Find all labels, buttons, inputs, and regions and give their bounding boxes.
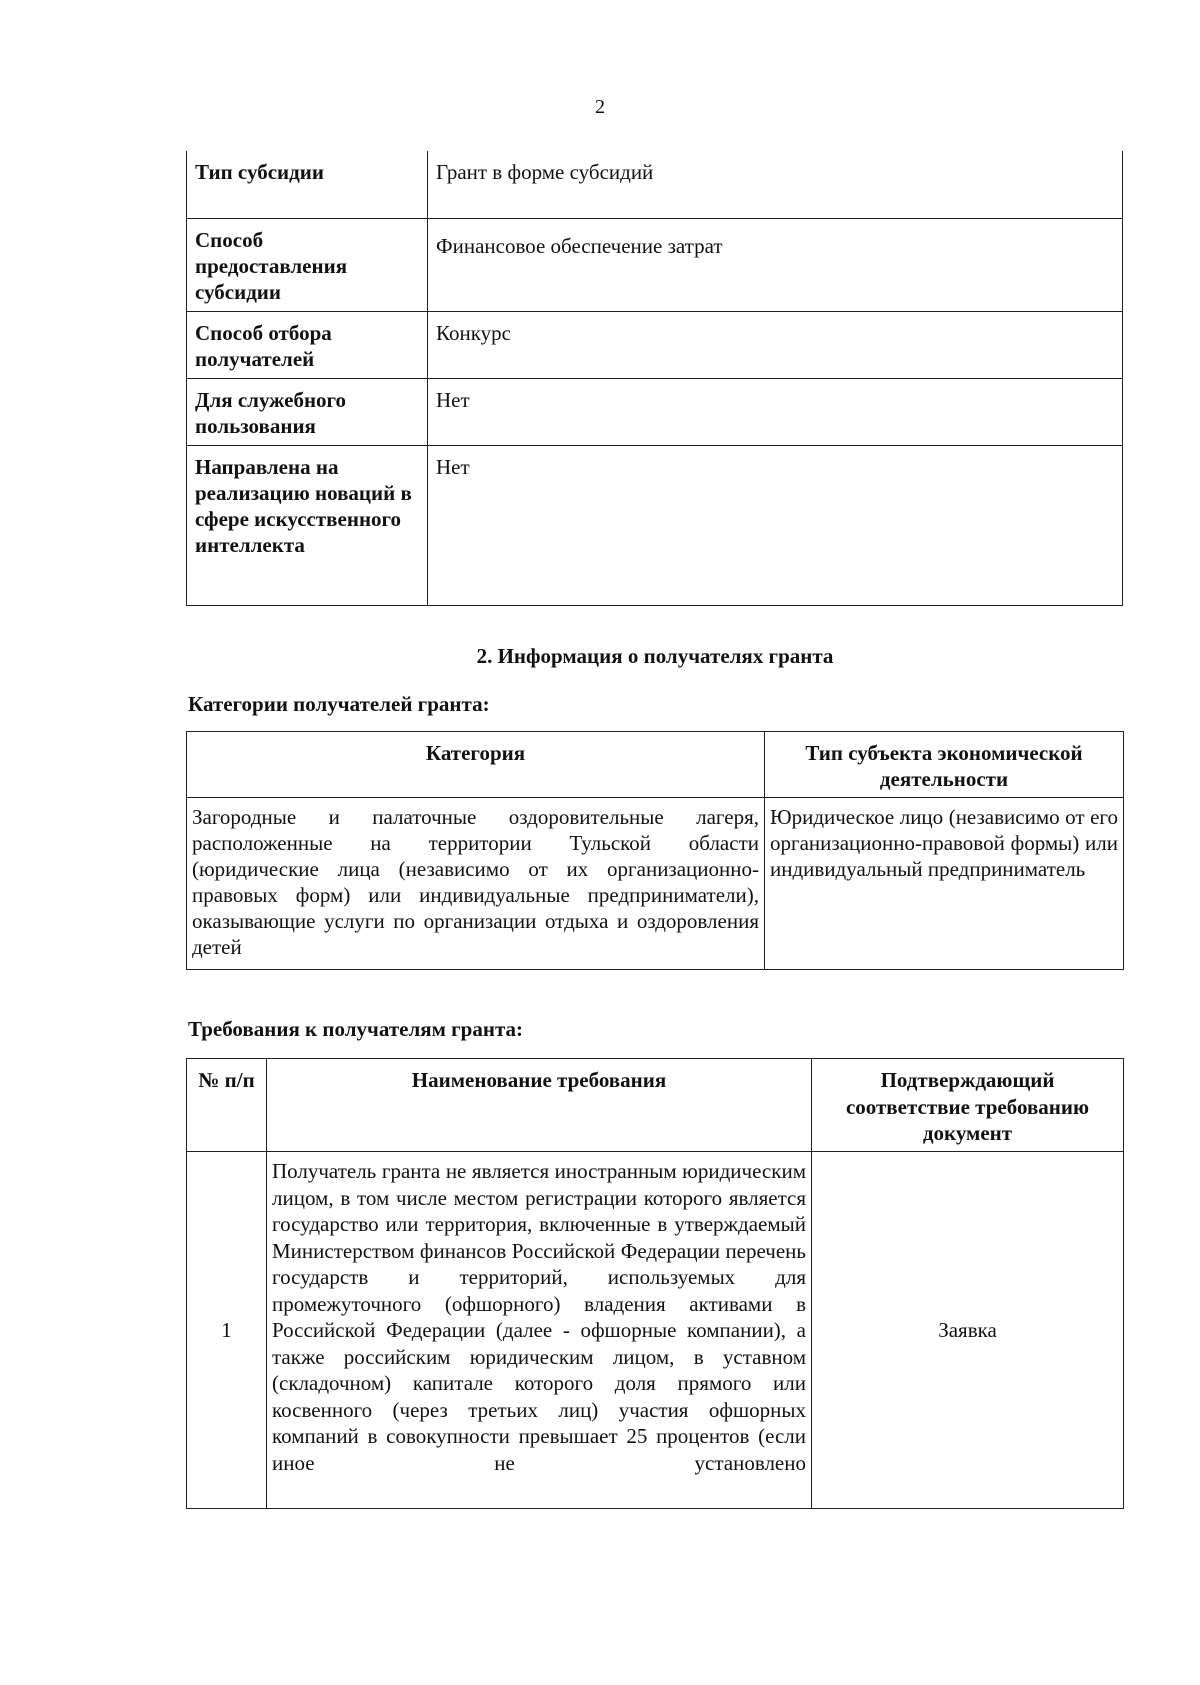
table-row xyxy=(187,151,1123,218)
column-header: Наименование требования xyxy=(267,1059,812,1152)
section-heading: 2. Информация о получателях гранта xyxy=(476,644,834,668)
subsidy-type-label: Тип субсидии xyxy=(187,151,428,218)
provision-method-value: Финансовое обеспечение затрат xyxy=(428,218,1123,311)
selection-method-label: Способ отбора получателей xyxy=(187,311,428,378)
table-row xyxy=(187,445,1123,605)
table-row xyxy=(187,798,1124,970)
provision-method-label: Способ предоставления субсидии xyxy=(187,218,428,311)
ai-innovation-label: Направлена на реализацию новаций в сфере искусственного интеллекта xyxy=(187,445,428,605)
category-cell: Загородные и палаточные оздоровительные лагеря, расположенные на территории Тульской области (юридические лица (независимо от их организационно-правовых форм) или индивидуальные предприниматели), оказывающие услуги по организации отдыха и оздоровления детей xyxy=(187,798,765,970)
table-row xyxy=(187,218,1123,311)
selection-method-value: Конкурс xyxy=(428,311,1123,378)
document-cell: Заявка xyxy=(812,1152,1124,1509)
table-header-row xyxy=(187,1059,1124,1152)
requirements-table xyxy=(186,1058,1124,1509)
table-row xyxy=(187,1152,1124,1509)
table-row xyxy=(187,378,1123,445)
row-number-cell: 1 xyxy=(187,1152,267,1509)
official-use-value: Нет xyxy=(428,378,1123,445)
column-header: Категория xyxy=(187,732,765,798)
subsidy-type-value: Грант в форме субсидий xyxy=(428,151,1123,218)
column-header: № п/п xyxy=(187,1059,267,1152)
table-row xyxy=(187,311,1123,378)
official-use-label: Для служебного пользования xyxy=(187,378,428,445)
page-number: 2 xyxy=(595,96,605,118)
requirements-heading: Требования к получателям гранта: xyxy=(188,1017,524,1041)
categories-table xyxy=(186,731,1124,970)
requirement-text-cell: Получатель гранта не является иностранным юридическим лицом, в том числе местом регистрации которого является государство или территория, включенные в утверждаемый Министерством финансов Российской Федерации перечень государств и территорий, используемых для промежуточного (офшорного) владения активами в Российской Федерации (далее - офшорные компании), а также российским юридическим лицом, в уставном (складочном) капитале которого доля прямого или косвенного (через третьих лиц) участия офшорных компаний в совокупности превышает 25 процентов (если иное не установлено xyxy=(267,1152,812,1509)
column-header: Подтверждающий соответствие требованию документ xyxy=(812,1059,1124,1152)
table-header-row xyxy=(187,732,1124,798)
entity-type-cell: Юридическое лицо (независимо от его организационно-правовой формы) или индивидуальный предприниматель xyxy=(765,798,1124,970)
column-header: Тип субъекта экономической деятельности xyxy=(765,732,1124,798)
subsidy-info-table xyxy=(186,151,1123,606)
ai-innovation-value: Нет xyxy=(428,445,1123,605)
categories-heading: Категории получателей гранта: xyxy=(188,692,490,716)
